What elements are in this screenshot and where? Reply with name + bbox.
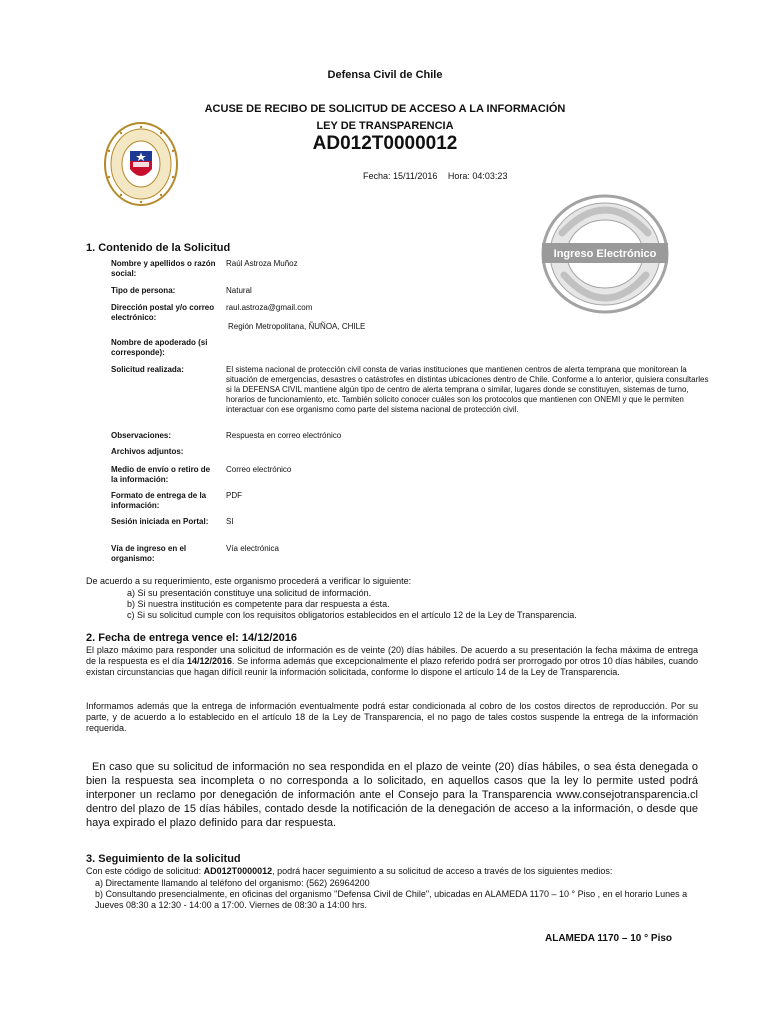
label-medio-envio: Medio de envío o retiro de la información: xyxy=(111,465,211,484)
time-text: Hora: 04:03:23 xyxy=(447,171,508,181)
value-region: Región Metropolitana, ÑUÑOA, CHILE xyxy=(228,322,366,331)
footer-address: ALAMEDA 1170 – 10 ° Piso xyxy=(545,933,673,944)
section-1-heading: 1. Contenido de la Solicitud xyxy=(86,242,231,254)
ingreso-electronico-stamp-icon xyxy=(540,193,670,315)
label-via-ingreso: Vía de ingreso en el organismo: xyxy=(111,544,187,563)
tracking-intro xyxy=(86,866,698,877)
tracking-code: AD012T0000012 xyxy=(203,866,273,876)
deadline-text-b: . Se informa además que excepcionalmente el plazo referido podrá ser prorrogado por otros 10 días hábiles, cuando existan circunstancias que hagan difícil reunir la información solicitada, conforme lo dispone el artículo 14 de la Ley de Transparencia. xyxy=(86,656,698,677)
verify-item-c: c) Si su solicitud cumple con los requisitos obligatorios establecidos en el artículo 12 de la Ley de Transparencia. xyxy=(127,610,577,620)
label-tipo-persona: Tipo de persona: xyxy=(111,286,176,295)
label-apoderado: Nombre de apoderado (si corresponde): xyxy=(111,338,208,357)
label-solicitud: Solicitud realizada: xyxy=(111,365,184,374)
value-nombre: Raúl Astroza Muñoz xyxy=(226,259,298,268)
label-nombre: Nombre y apellidos o razón social: xyxy=(111,259,216,278)
verify-item-a: a) Si su presentación constituye una solicitud de información. xyxy=(127,588,372,598)
section-2-heading: 2. Fecha de entrega vence el: 14/12/2016 xyxy=(86,632,297,644)
value-correo: raul.astroza@gmail.com xyxy=(226,303,313,312)
section-3-heading: 3. Seguimiento de la solicitud xyxy=(86,853,241,865)
value-via-ingreso: Vía electrónica xyxy=(226,544,279,553)
tracking-item-b: b) Consultando presencialmente, en oficinas del organismo "Defensa Civil de Chile", ubicadas en ALAMEDA 1170 – 10 ° Piso , en el horario Lunes a Jueves 08:30 a 12:30 - 14:00 a 17:00. Viernes de 08:30 a 14:00 hrs. xyxy=(95,889,688,910)
verify-item-b: b) Si nuestra institución es competente para dar respuesta a ésta. xyxy=(127,599,390,609)
value-sesion: SI xyxy=(226,517,234,526)
date-text: Fecha: 15/11/2016 xyxy=(363,171,438,181)
appeal-paragraph: En caso que su solicitud de información no sea respondida en el plazo de veinte (20) días hábiles, o sea ésta denegada o bien la respuesta sea incompleta o no corresponda a lo solicitado, en aquellos casos que la ley lo permite usted podrá interponer un reclamo por denegación de información ante el Consejo para la Transparencia www.consejotransparencia.cl dentro del plazo de 15 días hábiles, contado desde la notificación de la denegación de acceso a la información, o desde que haya expirado el plazo definido para dar respuesta. xyxy=(86,761,698,829)
tracking-intro-a: Con este código de solicitud: xyxy=(86,866,204,876)
deadline-paragraph xyxy=(86,645,698,678)
label-archivos: Archivos adjuntos: xyxy=(111,447,184,456)
tracking-item-a: a) Directamente llamando al teléfono del organismo: (562) 26964200 xyxy=(95,878,370,888)
label-formato: Formato de entrega de la información: xyxy=(111,491,207,510)
value-formato: PDF xyxy=(226,491,242,500)
deadline-date: 14/12/2016 xyxy=(186,656,233,666)
value-solicitud: El sistema nacional de protección civil consta de varias instituciones que mantienen centros de alerta temprana que monitorean la situación de emergencias, desastres o catástrofes en distintas ubicaciones dentro de Chile. Conforme a lo anterior, quisiera consultarles si la DEFENSA CIVIL mantiene algún tipo de centro de alerta temprana o similar, lugares donde se constituyen, sistemas de turno, horarios de funcionamiento, etc. También solicito conocer cuáles son los protocolos que mantienen con ONEMI y que le permiten interactuar con ese organismo como parte del sistema nacional de protección civil. xyxy=(226,365,709,414)
label-observaciones: Observaciones: xyxy=(111,431,172,440)
value-tipo-persona: Natural xyxy=(226,286,252,295)
value-observaciones: Respuesta en correo electrónico xyxy=(226,431,342,440)
request-code: AD012T0000012 xyxy=(312,133,458,154)
stamp-band-text: Ingreso Electrónico xyxy=(553,248,657,260)
tracking-intro-b: , podrá hacer seguimiento a su solicitud de acceso a través de los siguientes medios: xyxy=(272,866,613,876)
defensa-civil-seal-icon xyxy=(103,121,179,207)
label-direccion: Dirección postal y/o correo electrónico: xyxy=(111,303,215,322)
document-subtitle: LEY DE TRANSPARENCIA xyxy=(316,120,454,132)
costs-paragraph: Informamos además que la entrega de información eventualmente podrá estar condicionada al cobro de los costos directos de reproducción. Por su parte, y de acuerdo a lo establecido en el artículo 18 de la Ley de Transparencia, el no pago de tales costos suspende la entrega de la información requerida. xyxy=(86,701,698,733)
value-medio-envio: Correo electrónico xyxy=(226,465,292,474)
verify-intro: De acuerdo a su requerimiento, este organismo procederá a verificar lo siguiente: xyxy=(86,576,412,586)
organization-name: Defensa Civil de Chile xyxy=(327,69,443,81)
label-sesion: Sesión iniciada en Portal: xyxy=(111,517,209,526)
date-time-line xyxy=(363,171,515,181)
document-title: ACUSE DE RECIBO DE SOLICITUD DE ACCESO A LA INFORMACIÓN xyxy=(204,103,566,115)
deadline-text-a: El plazo máximo para responder una solicitud de información es de veinte (20) días hábiles. De acuerdo a su presentación la fecha máxima de entrega de la respuesta es el día xyxy=(86,645,698,666)
